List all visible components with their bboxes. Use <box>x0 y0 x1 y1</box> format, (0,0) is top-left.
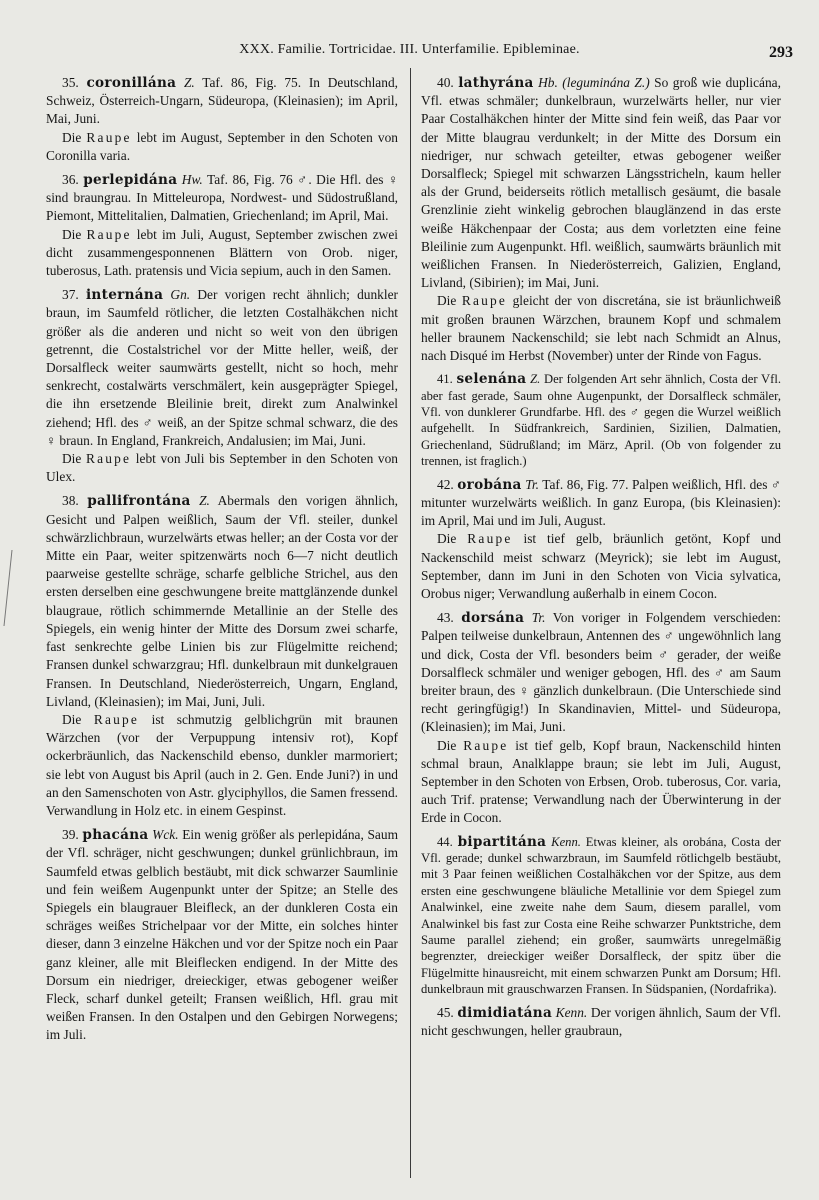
species-entry-37 <box>46 286 398 486</box>
entry-description <box>46 826 398 1044</box>
species-entry-36 <box>46 171 398 280</box>
larva-paragraph <box>46 711 398 820</box>
larva-paragraph <box>421 530 781 603</box>
author-name: Tr. <box>525 476 539 492</box>
species-name: pallifrontána <box>87 493 191 510</box>
author-name: Kenn. <box>551 834 581 849</box>
larva-text: lebt im August, September in den Schoten von Coronilla varia. <box>46 129 398 163</box>
species-name: perlepidána <box>83 172 178 189</box>
larva-intro: Die <box>437 737 457 753</box>
larva-text: ist schmutzig gelblichgrün mit braunen Wärzchen (vor der Verpuppung intensiv rot), Kopf ockerbräunlich, das Nackenschild ebenso, dunkler marmoriert; sie lebt von August bis April (auch in 2. Gen. Ende Juni?) in und an den Samenschoten von Astr. glyciphyllos, die Samen fressend. Verwandlung in Holz etc. in einem Gespinst. <box>46 711 398 818</box>
entry-number: 43. <box>437 610 454 626</box>
larva-intro: Die <box>62 226 82 242</box>
description-text: Taf. 86, Fig. 77. Palpen weißlich, Hfl. des ♂ mitunter wurzelwärts weißlich. In ganz Europa, (bis Kleinasien): im April, Mai und im Juli, August. <box>421 476 781 529</box>
page-number: 293 <box>769 44 793 61</box>
entry-number: 35. <box>62 75 79 90</box>
entry-description <box>46 74 398 129</box>
author-name: Z. <box>183 75 195 90</box>
larva-paragraph <box>421 737 781 828</box>
larva-paragraph <box>421 292 781 365</box>
author-name: Z. <box>199 493 210 509</box>
species-entry-43 <box>421 609 781 827</box>
raupe-word: Raupe <box>463 737 509 753</box>
entry-number: 36. <box>62 172 79 188</box>
description-text: Von voriger in Folgendem verschieden: Palpen teilweise dunkelbraun, Antennen des ♂ ungewöhnlich lang und dick, Costa der Vfl. besonders beim ♂ gerader, der weiße Dorsalfleck schmäler und weniger gebogen, Hfl. des ♂ am Saum breiter braun, des ♀ gänzlich dunkelbraun. (Die Unterschiede sind recht geringfügig!) In Skandinavien, Mittel- und Südeuropa, (Kleinasien); im Mai, Juni. <box>421 610 781 735</box>
entry-number: 45. <box>437 1004 454 1020</box>
entry-description <box>421 834 781 998</box>
species-name: orobána <box>457 476 522 493</box>
description-text: Abermals den vorigen ähnlich, Gesicht und Palpen weißlich, Saum der Vfl. steiler, dunkel schwärzlichbraun, wurzelwärts etwas heller; an der Costa vor der Mitte ein Paar, weiter spitzenwärts noch 6—7 nicht deutlich paarweise gestellte schräge, scharfe gelbliche Strichel, aus den ersten derselben eine geschwungene breite mattglänzende dunkel blaugraue, rötlich schimmernde Metallinie an der Stelle des Spiegels, ein wenig hinter der Mitte des Dorsum zwei scharfe, fast senkrechte gelbe Linien bis zur Flügelmitte reichend; Fransen dunkel schwarzgrau; Hfl. dunkelbraun mit dunkelgrauen Fransen. In Deutschland, Niederösterreich, Ungarn, England, Livland, (Kleinasien); im Mai, Juni, Juli. <box>46 493 398 709</box>
author-name: Z. <box>530 372 541 387</box>
species-entry-40 <box>421 74 781 365</box>
larva-paragraph <box>46 226 398 281</box>
entry-number: 38. <box>62 493 79 509</box>
description-text: Der vorigen recht ähnlich; dunkler braun, im Saumfeld rötlicher, die letzten Costalhäkchen nicht größer als die anderen und nicht so weit von den übrigen getrennt, die Costalstrichel vor der Mitte heller, weiß, der Dorsalfleck weiter saumwärts gestellt, nicht so hoch, mehr senkrecht, costalwärts verschmälert, kein ausgeprägter Spiegel, die ihn ersetzende Bleilinie breit, direkt zum Analwinkel ziehend; Hfl. des ♂ weiß, an der Spitze schmal schwarz, die des ♀ braun. In England, Frankreich, Andalusien; im Mai, Juni. <box>46 287 398 448</box>
author-name: Kenn. <box>555 1004 588 1020</box>
entry-description <box>46 492 398 710</box>
author-name: Gn. <box>170 287 191 303</box>
description-text: Ein wenig größer als perlepidána, Saum der Vfl. schräger, nicht geschwungen; dunkel grünlichbraun, im Saumfeld etwas gelblich bestäubt, mit dick schwarzer Saumlinie und fein weißem Augenpunkt unter der Spitze; an Stelle des Spiegels ein blaugrauer Bleifleck, an der dunkleren Costa ein schräges weißes Strichelpaar vor der Mitte, ein solches hinter dieser, dann 3 einzelne Häkchen und vor der Spitze noch ein Paar ganz kleiner, alle mit Bleiflecken endigend. In der Mitte des Dorsum ein niedriger, dreieckiger, etwas gebogener weißer Fleck, scharf dunkel geteilt; Fransen weißlich, Hfl. grau mit weißen Fransen. In den Ostalpen und den Gebirgen Norwegens; im Juli. <box>46 827 398 1043</box>
raupe-word: Raupe <box>86 226 132 242</box>
right-column <box>421 74 781 1046</box>
species-entry-41 <box>421 371 781 469</box>
synonym: (leguminána Z.) <box>562 75 650 90</box>
entry-description <box>421 371 781 469</box>
species-entry-38 <box>46 492 398 820</box>
margin-pencil-mark <box>2 548 14 628</box>
entry-number: 42. <box>437 476 454 492</box>
entry-description <box>421 74 781 292</box>
species-name: dorsána <box>461 610 525 627</box>
entry-description <box>46 171 398 226</box>
raupe-word: Raupe <box>461 293 508 309</box>
larva-text: lebt von Juli bis September in den Schoten von Ulex. <box>46 451 398 485</box>
larva-paragraph <box>46 450 398 486</box>
larva-text: gleicht der von discretána, sie ist bräunlichweiß mit großen braunen Wärzchen, braunem Kopf und schmalem heller braunem Nackenschild; sie lebt nach Schmidt an Alnus, nach Disqué im Herbst (November) unter der Rinde von Fagus. <box>421 293 781 364</box>
species-entry-35 <box>46 74 398 165</box>
larva-intro: Die <box>62 129 82 145</box>
raupe-word: Raupe <box>93 711 140 727</box>
running-title: XXX. Familie. Tortricidae. III. Unterfamilie. Epibleminae. <box>239 42 580 57</box>
species-name: lathyrána <box>458 75 534 91</box>
larva-intro: Die <box>437 293 457 309</box>
raupe-word: Raupe <box>86 129 132 145</box>
entry-number: 41. <box>437 372 453 387</box>
column-divider <box>410 68 411 1178</box>
entry-description <box>46 286 398 450</box>
description-text: Taf. 86, Fig. 76 ♂. Die Hfl. des ♀ sind braungrau. In Mitteleuropa, Nordwest- und Südostrußland, Piemont, Mittelitalien, Dalmatien, Griechenland; im April, Mai. <box>46 172 398 224</box>
species-name: bipartitána <box>457 833 547 850</box>
description-text: Etwas kleiner, als orobána, Costa der Vfl. gerade; dunkel schwarzbraun, im Saumfeld rötlichgelb bestäubt, mit 3 Paar feinen weißlichen Costalhäkchen vor der Spitze, aus dem ersten eine geschwungene bläuliche Metallinie vor dem Spiegel zum Analwinkel, eine zweite nahe dem Saum, diesem parallel, vom Analwinkel bis fast zur Costa eine Reihe schwarzer Punktstriche, dem Saume parallel ziehend; ein großer, saumwärts unregelmäßig begrenzter, dreieckiger weißer Dorsalfleck, der spitz über die Flügelmitte hinausreicht, mit einem schwarzen Punkt am Dorsum; Hfl. dunkelbraun mit grauschwarzen Fransen. In Südspanien, (Nordafrika). <box>421 834 781 997</box>
larva-text: ist tief gelb, Kopf braun, Nackenschild hinten schmal braun, Analklappe braun; sie lebt im Juli, August, September in den Schoten von Erbsen, Orob. tuberosus, Cor. varia, auch Trif. pratense; Verwandlung nach der Überwinterung in der Erde in Cocon. <box>421 737 781 826</box>
species-name: internána <box>85 287 164 304</box>
entry-description <box>421 609 781 736</box>
species-entry-42 <box>421 476 781 603</box>
description-text: Der vorigen ähnlich, Saum der Vfl. nicht geschwungen, heller graubraun, <box>421 1004 781 1038</box>
entry-description <box>421 1004 781 1040</box>
entry-number: 37. <box>62 287 79 303</box>
author-name: Hb. <box>538 75 558 90</box>
species-entry-39 <box>46 826 398 1044</box>
left-column <box>46 74 398 1051</box>
species-entry-44 <box>421 834 781 998</box>
species-name: phacána <box>82 827 149 844</box>
description-text: So groß wie duplicána, Vfl. etwas schmäler; dunkelbraun, wurzelwärts heller, nur vier Paar Costalhäkchen hinter der Mitte sind fein weiß, das Paar vor der Mitte blaugrau verdunkelt; in der Mitte des Dorsum ein niedriger, nur schwach geteilter, etwas gebogener weißer Dorsalfleck; Spiegel mit schwarzen Längsstricheln, kaum heller als der Grund, beiderseits rötlich metallisch gesäumt, die basale Grenzlinie zieht winkelig gebrochen blauglänzend in das erste weiße Häkchenpaar der Costa; aus dem vorletzten eine feine Bleilinie zum Augenpunkt. Hfl. weißlich, saumwärts bräunlich mit weißlichen Fransen. In Niederösterreich, Galizien, England, Livland, (Sibirien); im Mai, Juni. <box>421 75 781 291</box>
entry-description <box>421 476 781 531</box>
description-text: Der folgenden Art sehr ähnlich, Costa der Vfl. aber fast gerade, Saum ohne Augenpunkt, der Dorsalfleck schmäler, Vfl. von dunklerer Grundfarbe. Hfl. des ♂ gegen die Wurzel weißlich aufgehellt. In Südfrankreich, Sardinien, Sizilien, Dalmatien, Griechenland, Südrußland; im März, April. (Ob von folgender zu trennen, ist fraglich.) <box>421 372 781 469</box>
larva-intro: Die <box>62 711 82 727</box>
species-name: dimidiatána <box>457 1004 553 1021</box>
larva-intro: Die <box>62 451 82 467</box>
entry-number: 40. <box>437 75 454 90</box>
author-name: Wck. <box>152 827 179 843</box>
author-name: Tr. <box>531 610 546 626</box>
raupe-word: Raupe <box>85 451 132 467</box>
raupe-word: Raupe <box>467 531 513 547</box>
species-name: coronillána <box>86 75 177 91</box>
entry-number: 39. <box>62 827 79 843</box>
larva-intro: Die <box>437 531 457 547</box>
description-text: Taf. 86, Fig. 75. In Deutschland, Schweiz, Österreich-Ungarn, Südeuropa, (Kleinasien); im April, Mai, Juni. <box>46 75 398 127</box>
larva-paragraph <box>46 129 398 165</box>
entry-number: 44. <box>437 834 453 849</box>
larva-text: ist tief gelb, bräunlich getönt, Kopf und Nackenschild meist schwarz (Meyrick); sie lebt im August, September, dann im Juni in den Schoten von Vicia sylvatica, Orobus niger; Verwandlung außerhalb in einem Cocon. <box>421 531 781 601</box>
author-name: Hw. <box>181 172 203 188</box>
larva-text: lebt im Juli, August, September zwischen zwei dicht zusammengesponnenen Blättern von Orob. niger, tuberosus, Lath. pratensis und Vicia sepium, auch in den Samen. <box>46 226 398 279</box>
species-name: selenána <box>456 371 527 388</box>
species-entry-45 <box>421 1004 781 1040</box>
